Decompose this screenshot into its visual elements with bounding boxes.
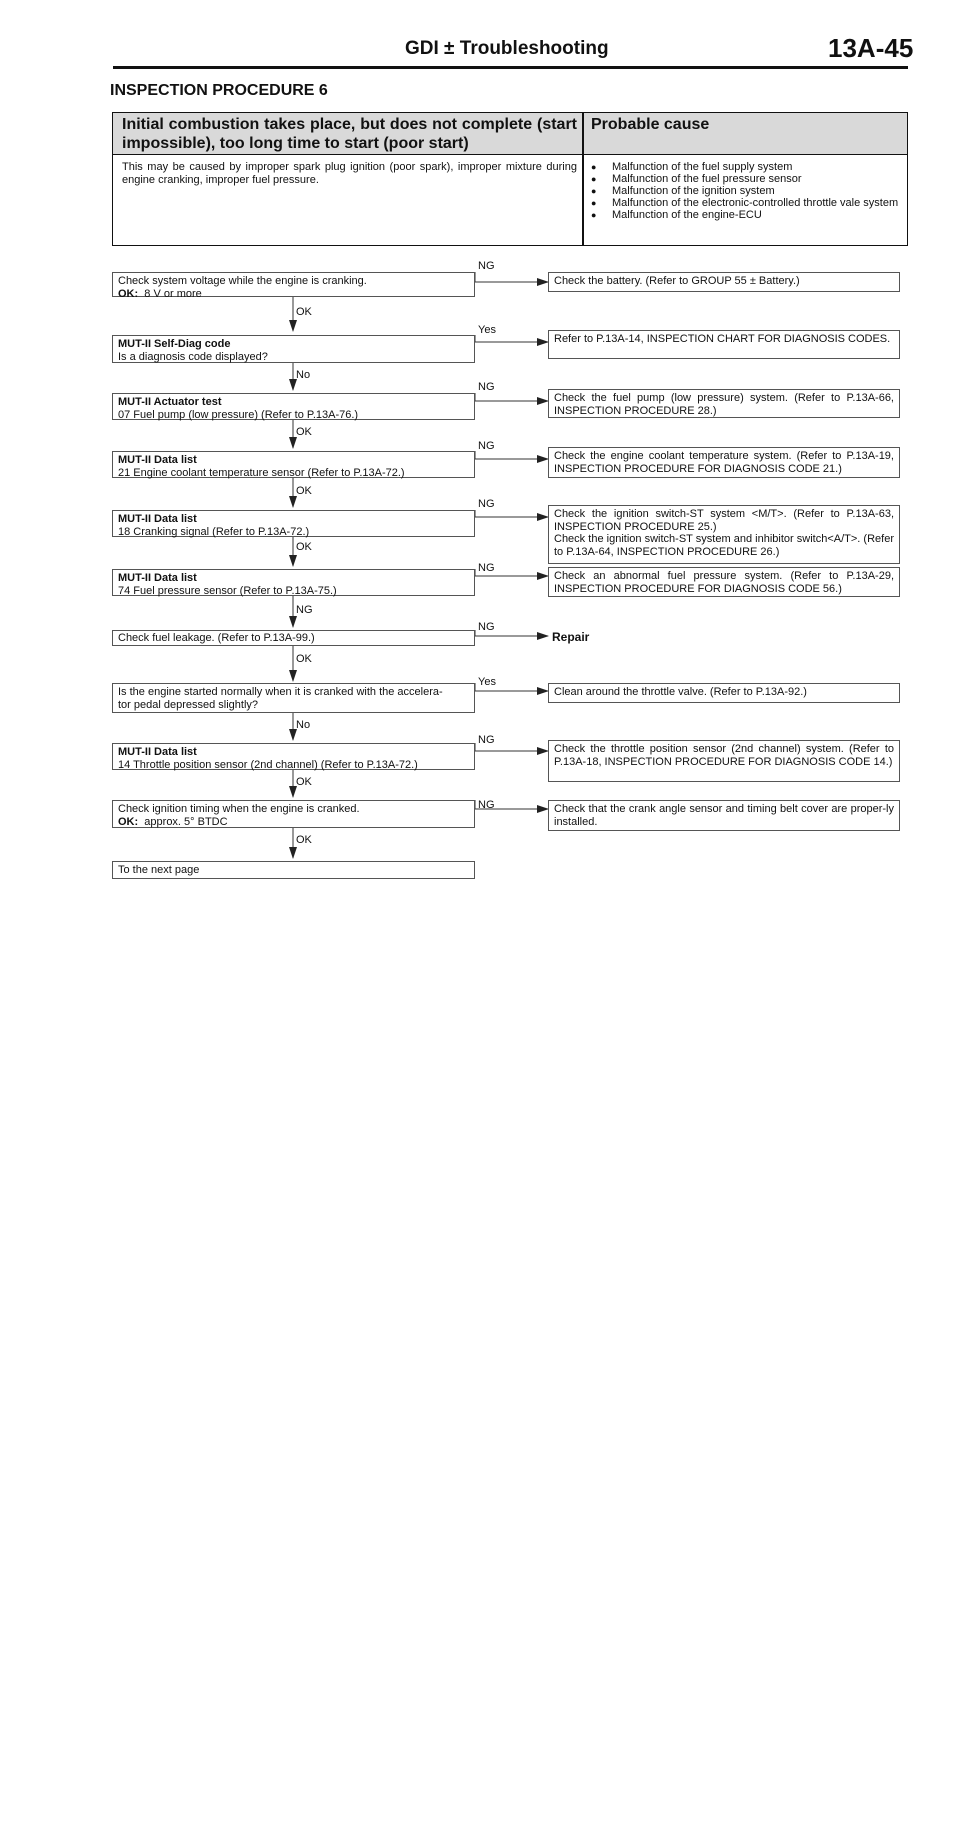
flow-label: OK — [296, 834, 312, 846]
result-throttle-system — [548, 740, 900, 782]
flow-label: OK — [296, 541, 312, 553]
result-text: Check the throttle position sensor (2nd channel) system. (Refer to P.13A-18, INSPECTION PROCEDURE FOR DIAGNOSIS CODE 14.) — [554, 743, 894, 768]
result-fuel-pressure — [548, 567, 900, 597]
symptom-heading: Initial combustion takes place, but does not complete (start impossible), too long time to start (poor start) — [122, 116, 577, 152]
step-text: Is the engine started normally when it is cranked with the accelera- — [118, 686, 443, 698]
branch-flow-lines — [475, 272, 548, 809]
result-text: Check that the crank angle sensor and timing belt cover are proper-ly installed. — [554, 803, 894, 828]
cause-item: ● Malfunction of the electronic-controlled throttle vale system — [589, 197, 901, 209]
step-title: MUT-II Data list — [118, 746, 197, 758]
step-next-page — [112, 861, 475, 879]
ok-value: 8 V or more — [144, 287, 202, 300]
step-ok-criterion — [118, 288, 469, 301]
result-inspection-chart — [548, 330, 900, 359]
flow-label: OK — [296, 653, 312, 665]
step-coolant-temperature — [112, 451, 475, 478]
step-ignition-timing — [112, 800, 475, 828]
page-number: 13A-45 — [828, 33, 914, 63]
running-header-title: GDI ± Troubleshooting — [405, 38, 609, 59]
result-fuel-pump — [548, 389, 900, 418]
branch-arrow — [475, 335, 548, 342]
step-accelerator-pedal — [112, 683, 475, 713]
step-title: MUT-II Data list — [118, 454, 197, 466]
step-text: 74 Fuel pressure sensor (Refer to P.13A-75.) — [118, 584, 337, 597]
step-text: Check fuel leakage. (Refer to P.13A-99.) — [118, 632, 315, 644]
step-title: MUT-II Data list — [118, 513, 197, 525]
result-ignition-switch — [548, 505, 900, 564]
branch-label: NG — [478, 799, 495, 811]
flow-label: No — [296, 369, 311, 381]
cause-item: ● Malfunction of the fuel supply system — [589, 161, 901, 173]
step-fuel-leakage — [112, 630, 475, 646]
result-text: Check the fuel pump (low pressure) system. (Refer to P.13A-66, INSPECTION PROCEDURE 28.) — [554, 392, 894, 417]
procedure-title: INSPECTION PROCEDURE 6 — [110, 82, 328, 99]
cause-item: ● Malfunction of the engine-ECU — [589, 209, 901, 221]
branch-arrow — [475, 510, 548, 517]
result-text: Clean around the throttle valve. (Refer to P.13A-92.) — [554, 686, 807, 698]
result-text: Refer to P.13A-14, INSPECTION CHART FOR DIAGNOSIS CODES. — [554, 333, 891, 345]
cause-item: ● Malfunction of the ignition system — [589, 185, 901, 197]
ok-label: OK: — [118, 287, 139, 300]
result-text: Check the battery. (Refer to GROUP 55 ± Battery.) — [554, 275, 800, 287]
branch-arrow — [475, 393, 548, 401]
step-title: MUT-II Actuator test — [118, 396, 222, 408]
branch-label: NG — [478, 260, 495, 272]
step-actuator-test — [112, 393, 475, 420]
branch-label: NG — [478, 440, 495, 452]
result-check-battery — [548, 272, 900, 292]
step-text: 21 Engine coolant temperature sensor (Refer to P.13A-72.) — [118, 466, 405, 479]
flow-label: OK — [296, 776, 312, 788]
result-clean-throttle — [548, 683, 900, 703]
step-text: 14 Throttle position sensor (2nd channel) (Refer to P.13A-72.) — [118, 758, 418, 771]
branch-label: Yes — [478, 324, 496, 336]
step-text: Check system voltage while the engine is cranking. — [118, 275, 367, 287]
branch-label: NG — [478, 562, 495, 574]
result-crank-angle-sensor — [548, 800, 900, 831]
ok-label: OK: — [118, 815, 139, 828]
branch-label: NG — [478, 498, 495, 510]
step-text: 07 Fuel pump (low pressure) (Refer to P.13A-76.) — [118, 408, 359, 421]
step-text: Is a diagnosis code displayed? — [118, 350, 268, 363]
step-ok-criterion — [118, 816, 469, 829]
cause-item: ● Malfunction of the fuel pressure sensor — [589, 173, 901, 185]
branch-arrow — [475, 451, 548, 459]
step-self-diag-code — [112, 335, 475, 363]
flow-label: NG — [296, 604, 313, 616]
branch-label: NG — [478, 621, 495, 633]
flow-label: OK — [296, 426, 312, 438]
ok-value: approx. 5° BTDC — [144, 815, 228, 828]
symptom-description: This may be caused by improper spark plug ignition (poor spark), improper mixture during engine cranking, improper fuel pressure. — [122, 161, 577, 186]
result-text: Check an abnormal fuel pressure system. (Refer to P.13A-29, INSPECTION PROCEDURE FOR DIAGNOSIS CODE 56.) — [554, 570, 894, 595]
flow-label: OK — [296, 485, 312, 497]
result-coolant-system — [548, 447, 900, 478]
step-text: 18 Cranking signal (Refer to P.13A-72.) — [118, 525, 310, 538]
branch-label: NG — [478, 381, 495, 393]
step-title: MUT-II Self-Diag code — [118, 338, 231, 350]
result-text: Check the ignition switch-ST system and inhibitor switch<A/T>. (Refer to P.13A-64, INSPECTION PROCEDURE 26.) — [554, 533, 894, 558]
result-text: Check the engine coolant temperature system. (Refer to P.13A-19, INSPECTION PROCEDURE FOR DIAGNOSIS CODE 21.) — [554, 450, 894, 475]
step-throttle-position — [112, 743, 475, 770]
flow-label: No — [296, 719, 311, 731]
step-fuel-pressure-sensor — [112, 569, 475, 596]
step-text: To the next page — [118, 864, 200, 876]
step-text: Check ignition timing when the engine is cranked. — [118, 803, 360, 815]
step-check-system-voltage — [112, 272, 475, 300]
flow-label: OK — [296, 306, 312, 318]
branch-arrow — [475, 272, 548, 282]
branch-label: Yes — [478, 676, 496, 688]
result-repair: Repair — [552, 630, 590, 644]
step-text: tor pedal depressed slightly? — [118, 698, 259, 711]
step-title: MUT-II Data list — [118, 572, 197, 584]
step-cranking-signal — [112, 510, 475, 537]
probable-cause-heading: Probable cause — [591, 116, 710, 133]
result-text: Check the ignition switch-ST system <M/T>. (Refer to P.13A-63, INSPECTION PROCEDURE 25.) — [554, 508, 894, 533]
branch-label: NG — [478, 734, 495, 746]
